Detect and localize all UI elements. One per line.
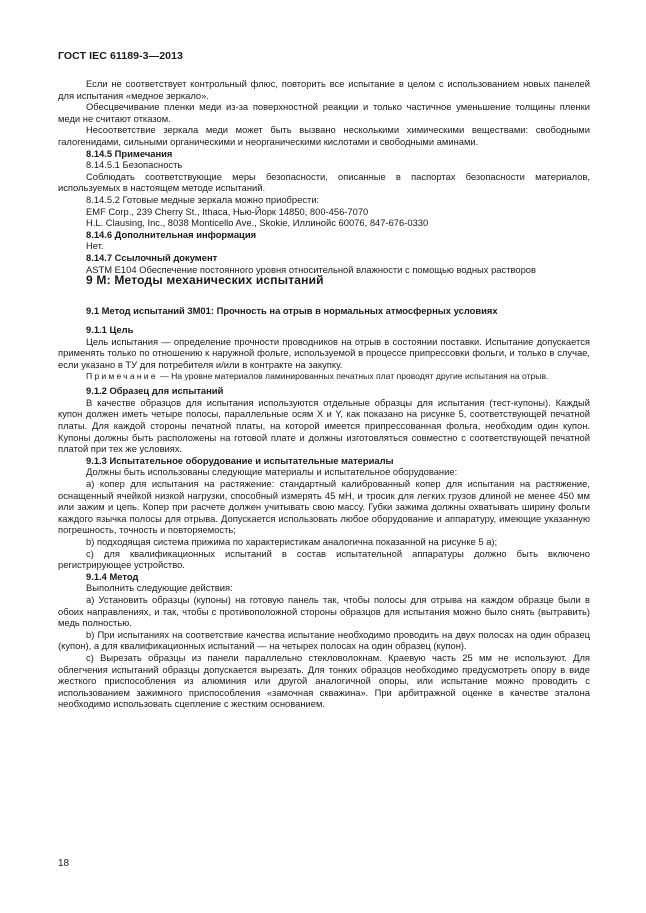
- list-item: b) подходящая система прижима по характеристикам аналогична показанной на рисунке 5 a);: [86, 535, 498, 547]
- subsection-heading: 9.1.3 Испытательное оборудование и испытательные материалы: [86, 454, 394, 466]
- page-number: 18: [58, 858, 70, 869]
- reference-document: ASTM E104 Обеспечение постоянного уровня относительной влажности с помощью водных растворов: [86, 263, 536, 275]
- page-content: [58, 78, 590, 710]
- note-label: Примечание: [86, 370, 158, 381]
- paragraph: В качестве образцов для испытания используются отдельные образцы для испытания (тест-купоны). Каждый купон должен иметь четыре полосы, параллельные осям X и Y, как показано на рисунке 5, соответствующей печатной платы. Для каждой стороны печатной платы, на которой имеется припрессованная фольга, необходим один купон. Купоны должны быть расположены на готовой плате и должны изготовляться совместно с соответствующей печатной платой при тех же условиях.: [58, 396, 590, 455]
- list-item: a) копер для испытания на растяжение: стандартный калиброванный копер для испытания на растяжение, оснащенный ячейкой низкой нагрузки, способный измерять 45 мН, и тросик для легких грузов длиной не менее 450 мм или зажим и цепь. Копер при расчете должен учитывать свою массу. Губки зажима должны охватывать ширину фольги каждого язычка полосы для отрыва. Допускается использовать любое оборудование и аппаратуру, имеющие указанную погрешность, точность и повторяемость;: [58, 478, 590, 536]
- list-item: a) Установить образцы (купоны) на готовую панель так, чтобы полосы для отрыва на каждом образце были в обоих направлениях, и так, чтобы с противоположной стороны образцов для испытания можно было снять (вытравить) медь полностью.: [58, 593, 590, 629]
- subsection-heading: 8.14.6 Дополнительная информация: [86, 228, 257, 240]
- paragraph: Нет.: [86, 240, 104, 252]
- paragraph: Цель испытания — определение прочности проводников на отрыв в состоянии поставки. Испытание допускается применять только по отношению к наружной фольге, используемой в процессе припрессовки фольги, и только в случае, если указано в ТУ для потребителя и/или в контракте на закупку.: [58, 335, 590, 371]
- paragraph: Обесцвечивание пленки меди из-за поверхностной реакции и только частичное уменьшение толщины пленки меди не считают отказом.: [58, 101, 590, 124]
- list-item: b) При испытаниях на соответствие качества испытание необходимо проводить на двух полосах на один образец (купон), а для квалификационных испытаний — на четырех полосах на один образец (купон).: [58, 628, 590, 652]
- subsection-heading: 9.1.4 Метод: [86, 570, 139, 582]
- note: [58, 371, 590, 382]
- subsection-heading: 9.1.1 Цель: [86, 324, 134, 336]
- note-text: — На уровне материалов ламинированных печатных плат проводят другие испытания на отрыв.: [157, 370, 549, 381]
- clause-title: 8.14.5.1 Безопасность: [86, 159, 183, 171]
- method-heading: 9.1 Метод испытаний 3М01: Прочность на отрыв в нормальных атмосферных условиях: [86, 304, 498, 316]
- subsection-heading: 8.14.7 Ссылочный документ: [86, 251, 218, 263]
- clause-title: 8.14.5.2 Готовые медные зеркала можно приобрести:: [86, 193, 320, 205]
- list-item: c) Вырезать образцы из панели параллельно стекловолокнам. Краевую часть 25 мм не используют. Для облегчения испытаний образцы допускается вырезать. Для тонких образцов необходимо предусмотреть опору в виде жесткого приспособления из алюминия или другой аналогичной опоры, или испытание можно проводить с использованием зажимного приспособления «замочная скважина». При арбитражной оценке в качестве эталона необходимо использовать сцепление с жестким основанием.: [58, 651, 590, 710]
- supplier-address: EMF Corp., 239 Cherry St., Ithaca, Нью-Йорк 14850, 800-456-7070: [86, 205, 369, 217]
- section-heading: 9 М: Методы механических испытаний: [86, 273, 324, 288]
- paragraph: Выполнить следующие действия:: [86, 582, 233, 594]
- paragraph: Несоответствие зеркала меди может быть вызвано несколькими химическими веществами: свободными галогенидами, сильными органическими и неорганическими кислотами и свободными аминами.: [58, 124, 590, 147]
- paragraph: Должны быть использованы следующие материалы и испытательное оборудование:: [86, 466, 458, 478]
- paragraph: Если не соответствует контрольный флюс, повторить все испытание в целом с использованием новых панелей для испытания «медное зеркало».: [58, 78, 590, 101]
- subsection-heading: 8.14.5 Примечания: [86, 147, 173, 159]
- paragraph: Соблюдать соответствующие меры безопасности, описанные в паспортах безопасности материалов, используемых в настоящем методе испытаний.: [58, 170, 590, 194]
- list-item: c) для квалификационных испытаний в состав испытательной аппаратуры должно быть включено регистрирующее устройство.: [58, 547, 590, 571]
- subsection-heading: 9.1.2 Образец для испытаний: [86, 385, 224, 397]
- supplier-address: H.L. Clausing, Inc., 8038 Monticello Ave., Skokie, Иллинойс 60076, 847-676-0330: [86, 217, 429, 229]
- standard-header: ГОСТ IEC 61189-3—2013: [58, 50, 183, 62]
